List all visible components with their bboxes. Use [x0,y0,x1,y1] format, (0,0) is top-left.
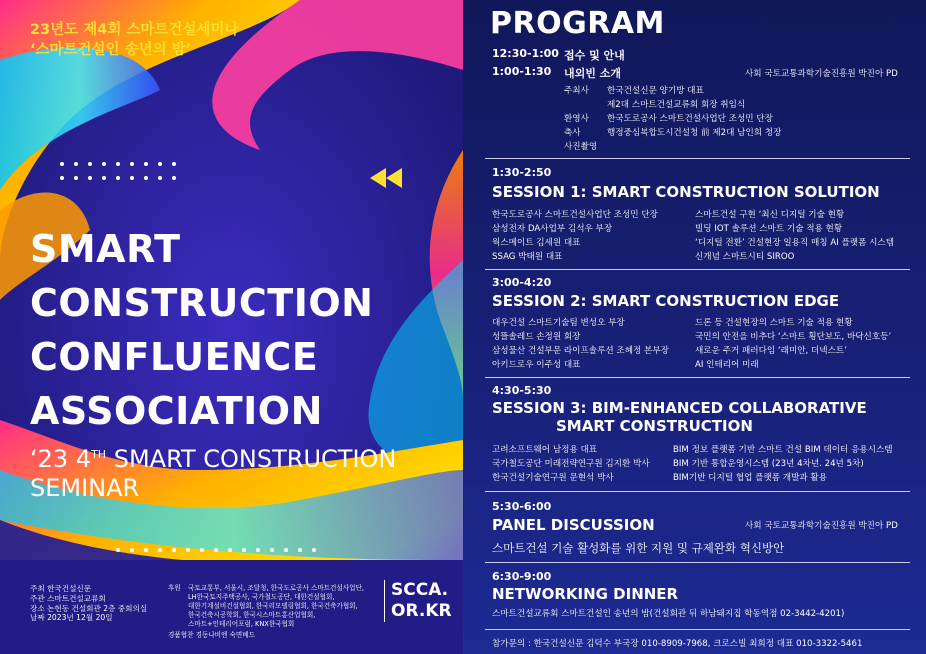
session3-speaker-2: 국가철도공단 미래전략연구원 김지환 박사 [492,459,650,469]
divider-3 [485,377,910,378]
panel-time: 5:30-6:00 [492,500,552,513]
subtitle-rest: SMART CONSTRUCTION [106,445,397,473]
subtitle-prefix: ‘23 4 [30,445,92,473]
title-line-2: CONSTRUCTION [30,281,374,325]
session1-speaker-4: SSAG 박태원 대표 [492,252,563,262]
subtitle-sup: TH [91,448,107,461]
session3-topic-3: BIM기반 디지털 협업 플랫폼 개발과 활용 [673,473,828,483]
info-venue: 장소 논현동 건설회관 2층 중회의실 [30,603,148,613]
opening-time-2: 1:00-1:30 [492,65,552,78]
title-line-3: CONFLUENCE [30,335,319,379]
panel-mc: 사회 국토교통과학기술진흥원 박진아 PD [745,521,898,531]
session2-topic-3: 새로운 주거 패러다임 ‘래미안, 더넥스트’ [695,346,847,356]
session1-topic-1: 스마트건설 구현 ‘최신 디지털 기술 현황 [695,210,845,220]
session2-speaker-2: 성뜰솔레드 손정원 회장 [492,332,581,342]
opening-role-1: 주최사 [564,86,589,96]
rewind-arrow-icon-2 [386,168,402,188]
session3-speaker-1: 고려소프트웨어 남정용 대표 [492,445,598,455]
seminar-header [30,20,238,60]
session3-topic-1: BIM 정보 플랫폼 기반 스마트 건설 BIM 데이터 응용시스템 [673,445,893,455]
association-title [30,222,373,438]
sponsor-line-3: 대한기계설비건설협회, 한국리모델링협회, 한국건축가협회, [188,601,358,610]
header-line-1: 23년도 제4회 스마트건설세미나 [30,22,239,38]
contact-info: 참가문의 : 한국건설신문 김덕수 부국장 010-8909-7968, 크로스빌 최희정 대표 010-3322-5461 [492,639,863,649]
session1-time: 1:30-2:50 [492,166,552,179]
sponsor-line-4: 한국건축시공학회, 한국시스마트홍산업협회, [188,610,316,619]
event-info [30,584,147,623]
session1-topic-2: 빌딩 IOT 솔루션 스마트 기술 적용 현황 [695,224,843,234]
dot-pattern-bottom [116,548,316,552]
header-line-2: ‘스마트건설인 송년의 밤’ [30,42,192,58]
session2-speaker-4: 아키드로우 이주성 대표 [492,360,581,370]
session2-topic-2: 국민의 안전을 비추다 ‘스마트 횡단보도, 바닥신호등’ [695,332,892,342]
session1-speaker-3: 웍스메이트 김세원 대표 [492,238,581,248]
opening-label-2: 내외빈 소개 [564,67,621,80]
dinner-title: NETWORKING DINNER [492,585,679,603]
sponsors [168,584,380,639]
session1-topic-3: ‘디지털 전환’ 건설현장 일용직 매칭 AI 플랫폼 시스템 [695,238,895,248]
session3-speaker-3: 한국건설기술연구원 문현석 박사 [492,473,614,483]
info-date: 날짜 2023년 12월 20일 [30,613,113,623]
session2-title: SESSION 2: SMART CONSTRUCTION EDGE [492,292,840,310]
info-organizer: 주관 스마트건설교류회 [30,593,106,603]
divider-6 [485,629,910,630]
coop-line: 경품협찬 경동나비엔 숙면베드 [168,630,255,639]
sponsor-line-5: 스마트+인테리어포럼, KNX한국협회 [188,619,295,628]
session1-topic-4: 신개념 스마트시티 SIROO [695,252,795,262]
program-panel [463,0,926,654]
url-line-2: OR.KR [391,601,452,621]
url-line-1: SCCA. [391,580,449,600]
title-line-1: SMART [30,227,181,271]
panel-topic: 스마트건설 기술 활성화를 위한 지원 및 규제완화 혁신방안 [492,541,785,555]
opening-role-3: 환영사 [564,114,589,124]
session2-time: 3:00-4:20 [492,276,552,289]
sponsor-line-2: LH한국토지주택공사, 국가철도공단, 대한건설협회, [188,592,335,601]
session3-topic-2: BIM 기반 통합운영시스템 (23년 4차년. 24년 5차) [673,459,864,469]
seminar-subtitle [30,440,396,503]
rewind-arrow-icon-1 [370,168,386,188]
sponsor-label: 후원 [168,584,181,592]
session3-title-line-1: SESSION 3: BIM-ENHANCED COLLABORATIVE [492,399,867,417]
program-title: PROGRAM [490,6,665,41]
sponsor-line-1: 국토교통부, 서울시, 조달청, 한국도로공사 스마트건설사업단, [188,584,365,592]
opening-text-3: 한국도로공사 스마트건설사업단 조성민 단장 [607,114,773,124]
session2-topic-1: 드론 등 건설현장의 스마트 기술 적용 현황 [695,318,853,328]
opening-label-1: 접수 및 안내 [564,49,625,62]
opening-text-2: 제2대 스마트건설교류회 회장 취임식 [607,100,746,110]
title-line-4: ASSOCIATION [30,389,323,433]
info-host: 주최 한국건설신문 [30,584,92,593]
opening-text-4: 행정중심복합도시건설청 前 제2대 남인희 청장 [607,128,782,138]
opening-text-1: 한국건설신문 양기방 대표 [607,86,704,96]
session2-speaker-3: 삼성물산 건설부문 라이프솔루션 조혜정 본부장 [492,346,669,356]
session1-title: SESSION 1: SMART CONSTRUCTION SOLUTION [492,183,880,201]
session1-speaker-1: 한국도로공사 스마트건설사업단 조성민 단장 [492,210,658,220]
opening-role-4: 축사 [564,128,581,138]
session1-speaker-2: 삼성전자 DA사업부 김석우 부장 [492,224,613,234]
website-url[interactable] [384,580,452,622]
session3-title-line-2: SMART CONSTRUCTION [556,417,753,435]
session3-time: 4:30-5:30 [492,384,552,397]
opening-time-1: 12:30-1:00 [492,47,559,60]
opening-role-5: 사진촬영 [564,142,598,152]
subtitle-line-2: SEMINAR [30,474,140,502]
divider-1 [485,158,910,159]
divider-5 [485,562,910,563]
dinner-time: 6:30-9:00 [492,570,552,583]
session2-speaker-1: 대우건설 스마트기술팀 변성오 부장 [492,318,625,328]
dot-pattern-top [60,162,176,180]
dinner-text: 스마트건설교류회 스마트건설인 송년의 밤(건설회관 뒤 하남돼지집 학동역점 02-3442-4201) [492,609,845,619]
divider-4 [485,491,910,492]
opening-mc: 사회 국토교통과학기술진흥원 박진아 PD [745,69,898,79]
session2-topic-4: AI 인테리어 미래 [695,360,759,370]
panel-title: PANEL DISCUSSION [492,516,655,534]
divider-2 [485,269,910,270]
